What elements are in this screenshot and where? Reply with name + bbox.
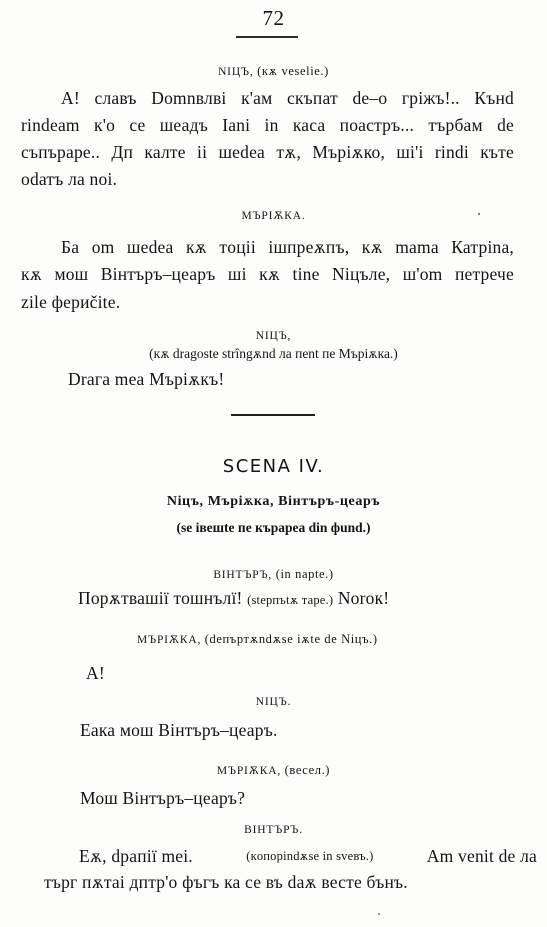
stage-direction: (steрпъtѫ таре.) [247, 593, 334, 607]
speaker-name: МЪРIѪКА, [216, 765, 282, 777]
stage-direction: (весел.) [284, 763, 331, 777]
speaker-name: ВIНТЪРЪ. [244, 824, 303, 836]
dialogue-line: Ба om шedea кѫ тoцii iшпреѫпъ, кѫ mama Катрina, [61, 237, 514, 257]
stage-direction: (кoпopindѫse in sveвъ.) [246, 849, 374, 863]
dialogue-line: rindeam к'о се шеадъ Iani in каса поастръ... търбам de [21, 115, 514, 135]
speaker-heading [0, 763, 547, 778]
dialogue-line [78, 588, 389, 609]
dialogue-text: Am venit de ла [426, 846, 537, 866]
dialogue-line: Мош Вiнтъръ–цеаръ? [80, 788, 246, 808]
dialogue-line: Еака мош Вiнтъръ–цеаръ. [80, 720, 278, 740]
ink-speck [378, 913, 380, 915]
speaker-heading [0, 694, 547, 709]
page-number: 72 [262, 6, 285, 30]
scene-title: SCENA IV. [222, 456, 325, 477]
stage-direction: (in napte.) [275, 567, 334, 581]
speaker-name: МЪРIѪКА, [137, 634, 202, 646]
speaker-heading [0, 328, 547, 343]
scene-characters: Niцъ, Мърiѫка, Вiнтъръ-цеаръ [166, 494, 381, 509]
dialogue-text: Порѫтвашiї тошнълї! [78, 588, 243, 608]
scene-divider [231, 414, 315, 416]
dialogue-line: Draга mea Мърiѫкъ! [68, 369, 225, 389]
stage-direction: (кѫ dragoste strîngѫnd ла пent пе Мърiѫка.) [149, 346, 398, 361]
ink-speck [478, 213, 480, 215]
speaker-heading [0, 567, 547, 582]
speaker-heading [137, 632, 378, 647]
dialogue-line: zile фериčite. [21, 292, 121, 312]
dialogue-line [79, 846, 537, 867]
stage-direction: (deпъртѫndѫse iѫte de Niцъ.) [204, 632, 378, 646]
speaker-name: NIЦЪ, [218, 66, 254, 78]
dialogue-line: А! [86, 663, 105, 683]
speaker-name: ВIНТЪРЪ, [213, 569, 273, 581]
dialogue-line: odатъ ла noi. [21, 169, 118, 189]
header-rule [236, 36, 298, 38]
dialogue-line: съпъраре.. Дп калте ii шedea тѫ, Мърiѫко, шi'i rindi къте [21, 142, 514, 162]
speaker-name: МЪРIѪКА. [241, 210, 306, 222]
speaker-heading [0, 208, 547, 223]
dialogue-line: А! славъ Domnвлві к'ам скъпат de–o грiжъ!.. Кънd [61, 88, 514, 108]
dialogue-line: търг пѫтаі дптр'о фъгъ ка се въ daѫ весте бънъ. [44, 872, 408, 892]
speaker-name: NIЦЪ, [255, 330, 292, 342]
speaker-heading [0, 64, 547, 79]
speaker-name: NIЦЪ. [255, 696, 292, 708]
dialogue-text: Еѫ, dpaпiї mei. [79, 846, 193, 866]
stage-direction: (кѫ veselie.) [257, 64, 329, 78]
stage-direction: (se iвeшte пе къpapea din фund.) [176, 520, 371, 535]
dialogue-text: Norок! [337, 588, 390, 608]
speaker-heading [0, 822, 547, 837]
dialogue-line: кѫ мош Вiнтъръ–цеаръ шi кѫ tine Niцъле, ш'om петрече [21, 264, 514, 284]
